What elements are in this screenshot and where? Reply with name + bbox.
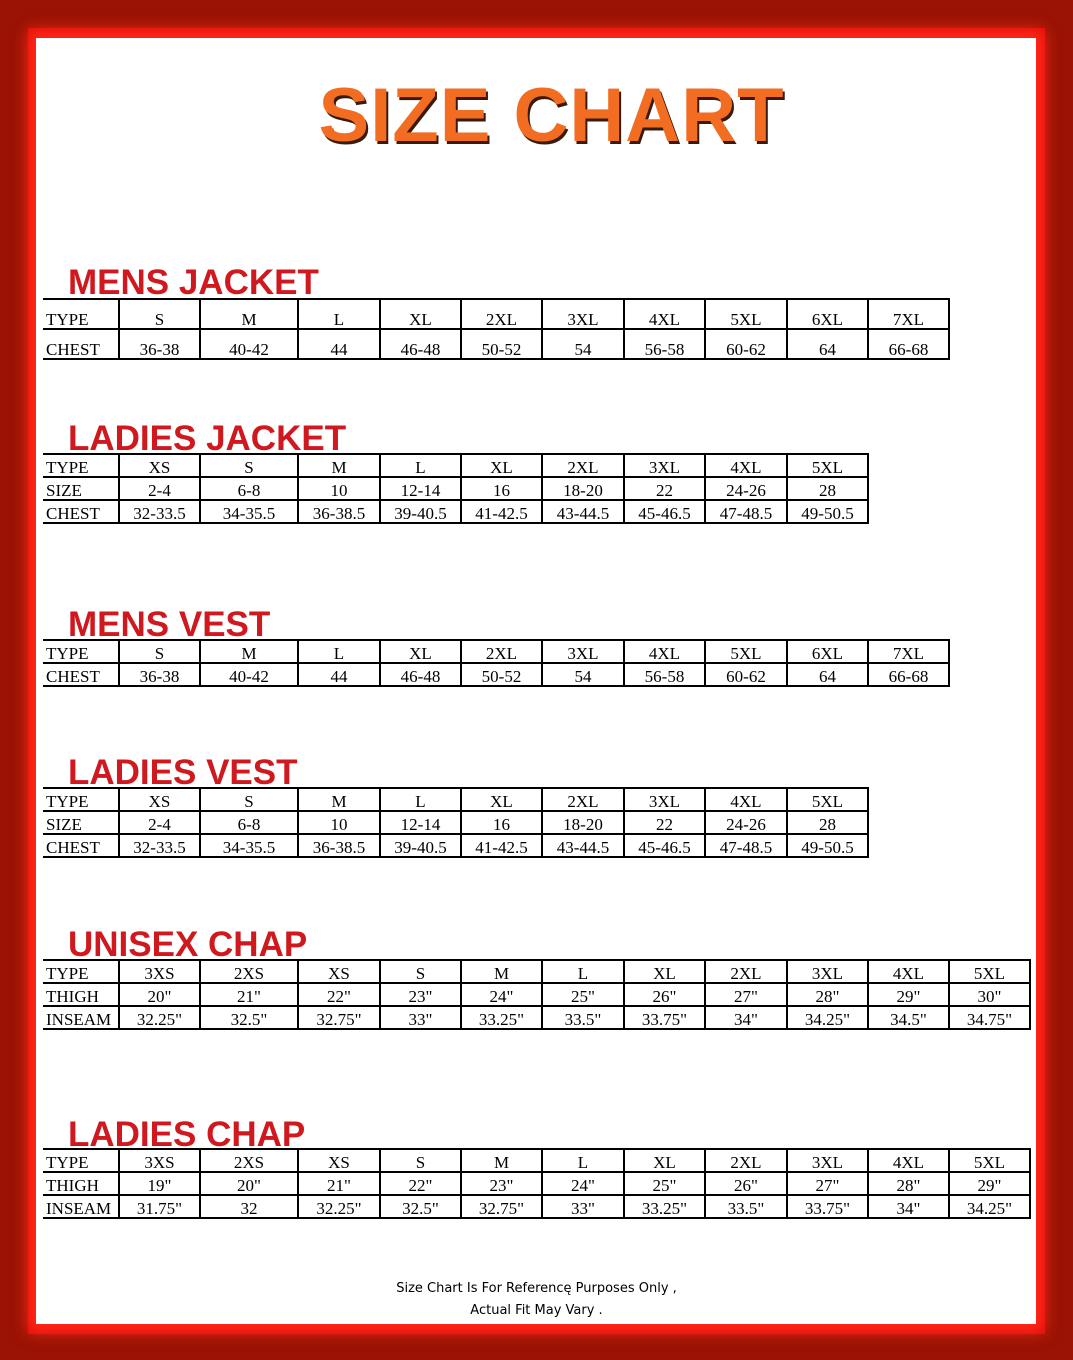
table-cell: 18-20 <box>542 811 624 834</box>
row-label: CHEST <box>43 663 119 686</box>
footer-line-1: Size Chart Is For Referencę Purposes Only , <box>396 1281 677 1296</box>
table-cell: 22 <box>624 811 705 834</box>
table-cell: 32.75" <box>461 1195 542 1218</box>
table-row <box>43 960 1030 983</box>
table-cell: 5XL <box>949 960 1030 983</box>
table-cell: 24-26 <box>705 477 787 500</box>
row-label: TYPE <box>43 788 119 811</box>
table-cell: 12-14 <box>380 477 461 500</box>
table-cell: S <box>119 299 200 329</box>
table-cell: XL <box>624 1149 705 1172</box>
table-cell: 3XL <box>542 299 624 329</box>
row-label: INSEAM <box>43 1006 119 1029</box>
table-cell: 22" <box>380 1172 461 1195</box>
table-cell: 41-42.5 <box>461 500 542 523</box>
table-cell: 20" <box>119 983 200 1006</box>
table-cell: 27" <box>787 1172 868 1195</box>
table-cell: 6-8 <box>200 477 298 500</box>
table-cell: 30" <box>949 983 1030 1006</box>
table-row <box>43 811 868 834</box>
table-cell: 28" <box>868 1172 949 1195</box>
table-cell: 23" <box>461 1172 542 1195</box>
table-cell: S <box>200 454 298 477</box>
table-cell: 31.75" <box>119 1195 200 1218</box>
table-cell: 4XL <box>624 640 705 663</box>
table-cell: 34.5" <box>868 1006 949 1029</box>
table-cell: L <box>542 1149 624 1172</box>
table-cell: 34-35.5 <box>200 834 298 857</box>
table-cell: 32.25" <box>298 1195 380 1218</box>
table-cell: M <box>298 454 380 477</box>
table-cell: 32.25" <box>119 1006 200 1029</box>
table-cell: 6-8 <box>200 811 298 834</box>
table-cell: 64 <box>787 663 868 686</box>
row-label: TYPE <box>43 640 119 663</box>
table-cell: XS <box>119 454 200 477</box>
table-cell: 33" <box>380 1006 461 1029</box>
table-cell: 49-50.5 <box>787 834 868 857</box>
row-label: INSEAM <box>43 1195 119 1218</box>
table-cell: 4XL <box>705 788 787 811</box>
table-cell: 46-48 <box>380 329 461 359</box>
table-cell: 50-52 <box>461 663 542 686</box>
table-row <box>43 454 868 477</box>
table-row <box>43 500 868 523</box>
table-cell: 50-52 <box>461 329 542 359</box>
table-row <box>43 1195 1030 1218</box>
table-cell: 26" <box>624 983 705 1006</box>
table-cell: 26" <box>705 1172 787 1195</box>
table-cell: XL <box>380 299 461 329</box>
table-cell: 2XS <box>200 1149 298 1172</box>
table-cell: 34.25" <box>787 1006 868 1029</box>
table-cell: XL <box>461 788 542 811</box>
table-cell: 33.75" <box>787 1195 868 1218</box>
row-label: CHEST <box>43 834 119 857</box>
table-cell: 4XL <box>868 1149 949 1172</box>
table-cell: 4XL <box>624 299 705 329</box>
table-cell: 33.25" <box>624 1195 705 1218</box>
table-row <box>43 788 868 811</box>
table-row <box>43 477 868 500</box>
table-cell: 2XL <box>705 1149 787 1172</box>
table-cell: 2-4 <box>119 477 200 500</box>
page-title: SIZE CHART <box>318 73 785 158</box>
table-cell: 29" <box>868 983 949 1006</box>
table-cell: 2-4 <box>119 811 200 834</box>
table-row <box>43 299 949 329</box>
table-cell: 2XL <box>461 299 542 329</box>
table-cell: 21" <box>200 983 298 1006</box>
table-cell: 43-44.5 <box>542 500 624 523</box>
table-cell: 25" <box>624 1172 705 1195</box>
table-cell: 54 <box>542 663 624 686</box>
row-label: THIGH <box>43 1172 119 1195</box>
table-cell: 33" <box>542 1195 624 1218</box>
table-cell: 4XL <box>705 454 787 477</box>
table-cell: 46-48 <box>380 663 461 686</box>
table-cell: 19" <box>119 1172 200 1195</box>
table-cell: 47-48.5 <box>705 834 787 857</box>
mens-vest-table <box>43 639 950 687</box>
table-cell: 25" <box>542 983 624 1006</box>
table-cell: 5XL <box>705 299 787 329</box>
row-label: SIZE <box>43 811 119 834</box>
table-cell: 10 <box>298 477 380 500</box>
ladies-jacket-table <box>43 453 869 524</box>
table-cell: 24" <box>461 983 542 1006</box>
table-cell: 18-20 <box>542 477 624 500</box>
table-cell: 24" <box>542 1172 624 1195</box>
table-cell: 33.25" <box>461 1006 542 1029</box>
table-cell: 2XL <box>705 960 787 983</box>
table-cell: XS <box>298 960 380 983</box>
table-cell: 7XL <box>868 299 949 329</box>
mens-jacket-table <box>43 298 950 360</box>
table-cell: 16 <box>461 811 542 834</box>
mens-jacket-title: MENS JACKET <box>68 263 319 302</box>
ladies-chap-table <box>43 1148 1031 1219</box>
table-cell: 12-14 <box>380 811 461 834</box>
table-cell: L <box>380 788 461 811</box>
table-cell: 5XL <box>787 788 868 811</box>
table-cell: 36-38.5 <box>298 500 380 523</box>
table-cell: M <box>200 640 298 663</box>
ladies-chap-title: LADIES CHAP <box>68 1115 306 1154</box>
table-cell: 2XL <box>461 640 542 663</box>
table-cell: M <box>200 299 298 329</box>
table-cell: XS <box>119 788 200 811</box>
table-cell: 6XL <box>787 299 868 329</box>
table-row <box>43 1172 1030 1195</box>
table-cell: 56-58 <box>624 329 705 359</box>
row-label: TYPE <box>43 299 119 329</box>
table-cell: 22" <box>298 983 380 1006</box>
table-cell: 40-42 <box>200 329 298 359</box>
table-cell: 32 <box>200 1195 298 1218</box>
table-cell: 66-68 <box>868 663 949 686</box>
table-cell: XL <box>380 640 461 663</box>
table-cell: 56-58 <box>624 663 705 686</box>
table-cell: 3XL <box>624 454 705 477</box>
table-cell: 39-40.5 <box>380 500 461 523</box>
table-cell: 4XL <box>868 960 949 983</box>
ladies-jacket-title: LADIES JACKET <box>68 419 347 458</box>
table-cell: S <box>119 640 200 663</box>
table-cell: 33.75" <box>624 1006 705 1029</box>
table-cell: 45-46.5 <box>624 834 705 857</box>
table-cell: 6XL <box>787 640 868 663</box>
unisex-chap-title: UNISEX CHAP <box>68 925 308 964</box>
row-label: TYPE <box>43 1149 119 1172</box>
table-cell: 60-62 <box>705 329 787 359</box>
table-cell: M <box>461 960 542 983</box>
table-cell: XL <box>461 454 542 477</box>
row-label: CHEST <box>43 500 119 523</box>
row-label: CHEST <box>43 329 119 359</box>
table-row <box>43 663 949 686</box>
table-cell: 3XL <box>624 788 705 811</box>
table-cell: 23" <box>380 983 461 1006</box>
footer-line-2: Actual Fit May Vary . <box>470 1303 603 1318</box>
table-cell: 7XL <box>868 640 949 663</box>
table-cell: 34-35.5 <box>200 500 298 523</box>
table-cell: 5XL <box>705 640 787 663</box>
table-cell: S <box>200 788 298 811</box>
table-cell: L <box>542 960 624 983</box>
table-cell: 20" <box>200 1172 298 1195</box>
row-label: SIZE <box>43 477 119 500</box>
table-cell: L <box>298 299 380 329</box>
table-cell: 3XS <box>119 1149 200 1172</box>
table-cell: 28" <box>787 983 868 1006</box>
table-cell: 32.5" <box>200 1006 298 1029</box>
table-cell: 40-42 <box>200 663 298 686</box>
footer-note <box>0 1278 1073 1322</box>
table-row <box>43 1006 1030 1029</box>
table-cell: L <box>298 640 380 663</box>
table-cell: 64 <box>787 329 868 359</box>
table-cell: 44 <box>298 329 380 359</box>
table-cell: M <box>461 1149 542 1172</box>
table-cell: 54 <box>542 329 624 359</box>
table-cell: 36-38 <box>119 663 200 686</box>
table-cell: 39-40.5 <box>380 834 461 857</box>
table-cell: 32-33.5 <box>119 500 200 523</box>
table-cell: 29" <box>949 1172 1030 1195</box>
table-cell: 43-44.5 <box>542 834 624 857</box>
table-cell: 3XL <box>787 1149 868 1172</box>
table-cell: 10 <box>298 811 380 834</box>
table-row <box>43 329 949 359</box>
table-cell: 45-46.5 <box>624 500 705 523</box>
table-cell: 2XS <box>200 960 298 983</box>
table-cell: 34.25" <box>949 1195 1030 1218</box>
table-cell: 3XL <box>787 960 868 983</box>
table-cell: 3XS <box>119 960 200 983</box>
table-cell: 28 <box>787 811 868 834</box>
table-cell: 41-42.5 <box>461 834 542 857</box>
unisex-chap-table <box>43 959 1031 1030</box>
ladies-vest-title: LADIES VEST <box>68 753 298 792</box>
mens-vest-title: MENS VEST <box>68 605 271 644</box>
table-cell: S <box>380 1149 461 1172</box>
table-row <box>43 1149 1030 1172</box>
table-cell: L <box>380 454 461 477</box>
table-cell: 32.75" <box>298 1006 380 1029</box>
table-cell: 2XL <box>542 788 624 811</box>
table-cell: S <box>380 960 461 983</box>
table-cell: XS <box>298 1149 380 1172</box>
row-label: TYPE <box>43 454 119 477</box>
table-cell: 21" <box>298 1172 380 1195</box>
table-cell: 34" <box>868 1195 949 1218</box>
row-label: TYPE <box>43 960 119 983</box>
table-cell: 32.5" <box>380 1195 461 1218</box>
table-cell: 36-38 <box>119 329 200 359</box>
table-cell: 34" <box>705 1006 787 1029</box>
table-cell: 66-68 <box>868 329 949 359</box>
table-cell: XL <box>624 960 705 983</box>
table-row <box>43 834 868 857</box>
table-cell: 3XL <box>542 640 624 663</box>
table-cell: M <box>298 788 380 811</box>
table-cell: 5XL <box>949 1149 1030 1172</box>
table-cell: 36-38.5 <box>298 834 380 857</box>
table-cell: 47-48.5 <box>705 500 787 523</box>
table-cell: 28 <box>787 477 868 500</box>
table-cell: 5XL <box>787 454 868 477</box>
row-label: THIGH <box>43 983 119 1006</box>
table-cell: 27" <box>705 983 787 1006</box>
table-cell: 33.5" <box>705 1195 787 1218</box>
table-cell: 34.75" <box>949 1006 1030 1029</box>
table-cell: 60-62 <box>705 663 787 686</box>
table-row <box>43 640 949 663</box>
table-cell: 33.5" <box>542 1006 624 1029</box>
table-cell: 32-33.5 <box>119 834 200 857</box>
table-cell: 44 <box>298 663 380 686</box>
table-cell: 24-26 <box>705 811 787 834</box>
ladies-vest-table <box>43 787 869 858</box>
table-cell: 16 <box>461 477 542 500</box>
table-cell: 2XL <box>542 454 624 477</box>
table-row <box>43 983 1030 1006</box>
table-cell: 22 <box>624 477 705 500</box>
table-cell: 49-50.5 <box>787 500 868 523</box>
